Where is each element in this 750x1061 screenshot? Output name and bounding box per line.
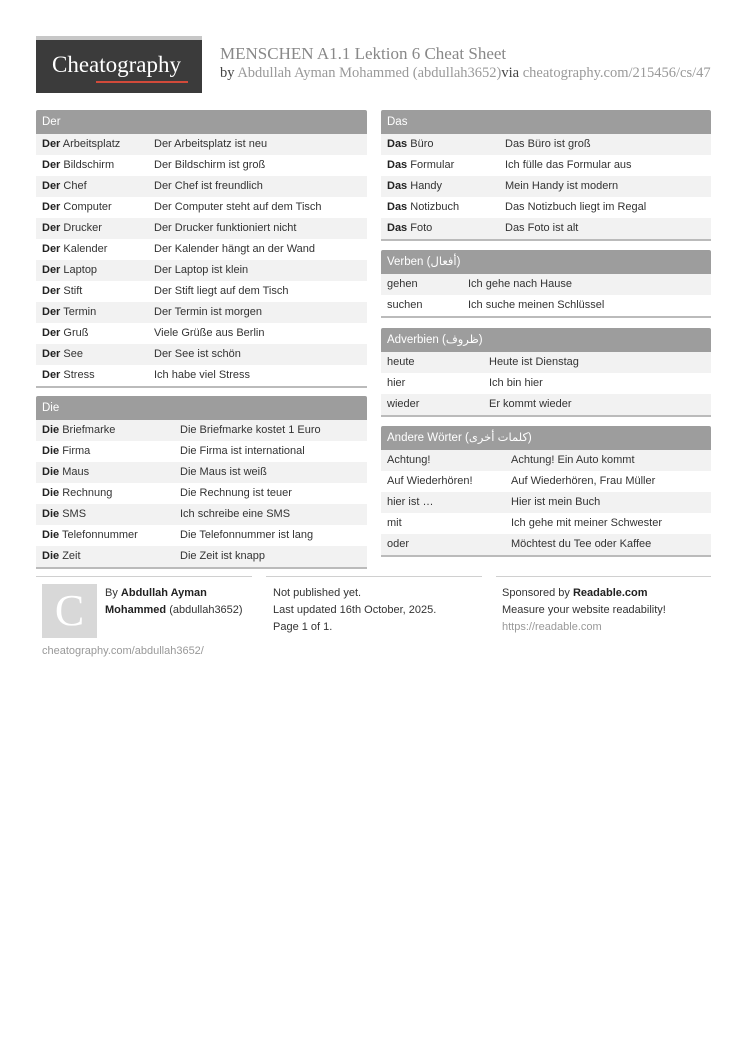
section-verben (381, 250, 711, 318)
article: Das (387, 201, 408, 213)
example-sentence: Ich habe viel Stress (154, 369, 250, 381)
noun: SMS (62, 508, 87, 520)
section-der-title: Der (36, 110, 367, 134)
table-row (36, 197, 367, 218)
article: Der (42, 180, 61, 192)
term-cell (381, 176, 505, 197)
term-cell (381, 218, 505, 239)
author-avatar[interactable] (42, 584, 97, 638)
footer-publish-info (273, 585, 483, 636)
table-row (381, 492, 711, 513)
article: Die (42, 445, 60, 457)
example-sentence: Der See ist schön (154, 348, 241, 360)
example-sentence: Hier ist mein Buch (511, 496, 601, 508)
author-link[interactable]: Abdullah Ayman Mohammed (abdullah3652) (237, 65, 502, 81)
noun: Notizbuch (410, 201, 460, 213)
noun: Laptop (63, 264, 98, 276)
table-row (36, 155, 367, 176)
table-row (381, 534, 711, 555)
article: Der (42, 138, 61, 150)
noun: Rechnung (62, 487, 113, 499)
term-cell (381, 134, 505, 155)
footer-divider-3 (496, 576, 711, 577)
section-der (36, 110, 367, 388)
table-row (36, 462, 367, 483)
last-updated: Last updated 16th October, 2025. (273, 604, 437, 616)
article: Die (42, 424, 60, 436)
section-andere-woerter-title: Andere Wörter (كلمات أخرى) (381, 426, 711, 450)
article: Das (387, 180, 408, 192)
noun: Foto (410, 222, 433, 234)
table-row (381, 373, 711, 394)
table-row (36, 365, 367, 386)
table-row (381, 471, 711, 492)
logo-text: Cheatography (52, 52, 182, 77)
table-row (36, 483, 367, 504)
article: Die (42, 529, 60, 541)
footer-author-name-1[interactable]: Abdullah Ayman (120, 587, 207, 599)
term-cell: hier ist … (387, 496, 434, 508)
noun: Firma (62, 445, 91, 457)
example-sentence: Die Telefonnummer ist lang (180, 529, 314, 541)
example-sentence: Der Laptop ist klein (154, 264, 249, 276)
footer-divider-1 (36, 576, 252, 577)
example-sentence: Der Chef ist freundlich (154, 180, 263, 192)
example-sentence: Die Firma ist international (180, 445, 305, 457)
section-verben-title: Verben (أفعال) (381, 250, 711, 274)
article: Der (42, 348, 61, 360)
term-cell (36, 525, 180, 546)
example-sentence: Der Bildschirm ist groß (154, 159, 266, 171)
article: Das (387, 159, 408, 171)
table-row (36, 281, 367, 302)
example-sentence: Viele Grüße aus Berlin (154, 327, 265, 339)
section-das (381, 110, 711, 241)
sponsor-link[interactable]: Readable.com (572, 587, 648, 599)
section-adverbien-rows (381, 352, 711, 415)
section-andere-woerter-rows (381, 450, 711, 555)
noun: Arbeitsplatz (62, 138, 121, 150)
term-cell (36, 134, 154, 155)
example-sentence: Heute ist Dienstag (489, 356, 579, 368)
term-cell (36, 281, 154, 302)
example-sentence: Achtung! Ein Auto kommt (511, 454, 635, 466)
noun: Termin (63, 306, 97, 318)
article: Der (42, 285, 61, 297)
term-cell (36, 260, 154, 281)
table-row (381, 274, 711, 295)
section-verben-rows (381, 274, 711, 316)
article: Der (42, 306, 61, 318)
term-cell: wieder (387, 398, 420, 410)
term-cell (36, 441, 180, 462)
article: Die (42, 466, 60, 478)
table-row (381, 450, 711, 471)
article: Der (42, 264, 61, 276)
sponsor-tagline: Measure your website readability! (502, 604, 666, 616)
section-die (36, 396, 367, 569)
noun: Kalender (63, 243, 108, 255)
table-row (381, 394, 711, 415)
example-sentence: Ich fülle das Formular aus (505, 159, 632, 171)
example-sentence: Ich gehe mit meiner Schwester (511, 517, 663, 529)
by-prefix: by (220, 65, 235, 81)
avatar-letter: C (54, 586, 85, 635)
article: Das (387, 138, 408, 150)
example-sentence: Ich bin hier (489, 377, 543, 389)
profile-url-link[interactable]: cheatography.com/abdullah3652/ (42, 645, 204, 657)
term-cell: Auf Wiederhören! (387, 475, 473, 487)
table-row (381, 155, 711, 176)
table-row (36, 504, 367, 525)
article: Der (42, 159, 61, 171)
example-sentence: Möchtest du Tee oder Kaffee (511, 538, 652, 550)
table-row (36, 546, 367, 567)
via-label: via (501, 65, 520, 81)
example-sentence: Die Zeit ist knapp (180, 550, 265, 562)
example-sentence: Das Foto ist alt (505, 222, 579, 234)
example-sentence: Der Stift liegt auf dem Tisch (154, 285, 289, 297)
page-count: Page 1 of 1. (273, 621, 333, 633)
article: Der (42, 327, 61, 339)
term-cell: Achtung! (387, 454, 431, 466)
byline (220, 65, 714, 82)
table-row (36, 176, 367, 197)
section-die-rows (36, 420, 367, 567)
table-row (36, 239, 367, 260)
term-cell (36, 323, 154, 344)
article: Die (42, 508, 60, 520)
example-sentence: Der Kalender hängt an der Wand (154, 243, 316, 255)
table-row (36, 302, 367, 323)
term-cell (36, 504, 180, 525)
term-cell (36, 302, 154, 323)
noun: Stress (63, 369, 95, 381)
example-sentence: Der Termin ist morgen (154, 306, 262, 318)
article: Der (42, 222, 61, 234)
noun: Maus (62, 466, 90, 478)
cheatography-logo[interactable] (36, 36, 202, 93)
noun: Formular (410, 159, 455, 171)
example-sentence: Ich gehe nach Hause (468, 278, 572, 290)
noun: See (63, 348, 83, 360)
example-sentence: Das Notizbuch liegt im Regal (505, 201, 647, 213)
section-das-rows (381, 134, 711, 239)
term-cell (381, 155, 505, 176)
example-sentence: Ich suche meinen Schlüssel (468, 299, 605, 311)
example-sentence: Die Rechnung ist teuer (180, 487, 292, 499)
noun: Bildschirm (63, 159, 115, 171)
example-sentence: Der Computer steht auf dem Tisch (154, 201, 322, 213)
term-cell: hier (387, 377, 406, 389)
term-cell: heute (387, 356, 415, 368)
noun: Gruß (63, 327, 89, 339)
example-sentence: Auf Wiederhören, Frau Müller (511, 475, 656, 487)
article: Die (42, 487, 60, 499)
term-cell (36, 420, 180, 441)
footer-author-handle[interactable]: (abdullah3652) (169, 604, 243, 616)
example-sentence: Er kommt wieder (489, 398, 572, 410)
logo-underline (96, 81, 188, 83)
section-adverbien-title: Adverbien (ظروف) (381, 328, 711, 352)
table-row (36, 420, 367, 441)
noun: Briefmarke (62, 424, 116, 436)
term-cell (36, 176, 154, 197)
term-cell (36, 365, 154, 386)
term-cell (36, 483, 180, 504)
table-row (36, 134, 367, 155)
example-sentence: Der Drucker funktioniert nicht (154, 222, 297, 234)
section-andere-woerter (381, 426, 711, 557)
table-row (381, 176, 711, 197)
term-cell (36, 344, 154, 365)
article: Der (42, 369, 61, 381)
example-sentence: Das Büro ist groß (505, 138, 591, 150)
footer-author-name-2[interactable]: Mohammed (105, 604, 167, 616)
noun: Chef (63, 180, 87, 192)
table-row (381, 197, 711, 218)
term-cell (36, 218, 154, 239)
noun: Computer (63, 201, 112, 213)
example-sentence: Die Maus ist weiß (180, 466, 267, 478)
table-row (381, 513, 711, 534)
article: Der (42, 201, 61, 213)
table-row (36, 441, 367, 462)
example-sentence: Ich schreibe eine SMS (180, 508, 291, 520)
term-cell (381, 197, 505, 218)
published-status: Not published yet. (273, 587, 362, 599)
footer-author (105, 585, 255, 619)
section-die-title: Die (36, 396, 367, 420)
sponsored-prefix: Sponsored by (502, 587, 570, 599)
term-cell: mit (387, 517, 402, 529)
section-adverbien (381, 328, 711, 417)
example-sentence: Der Arbeitsplatz ist neu (154, 138, 268, 150)
table-row (381, 352, 711, 373)
term-cell (36, 155, 154, 176)
noun: Stift (63, 285, 83, 297)
footer-divider-2 (266, 576, 482, 577)
table-row (381, 218, 711, 239)
noun: Büro (410, 138, 434, 150)
table-row (381, 295, 711, 316)
example-sentence: Mein Handy ist modern (505, 180, 619, 192)
example-sentence: Die Briefmarke kostet 1 Euro (180, 424, 321, 436)
noun: Handy (410, 180, 443, 192)
term-cell (36, 239, 154, 260)
article: Die (42, 550, 60, 562)
table-row (36, 260, 367, 281)
sponsor-url-link[interactable]: https://readable.com (502, 621, 602, 633)
section-der-rows (36, 134, 367, 386)
table-row (36, 344, 367, 365)
table-row (36, 218, 367, 239)
footer-by-prefix: By (105, 587, 118, 599)
page-title: MENSCHEN A1.1 Lektion 6 Cheat Sheet (220, 44, 507, 63)
term-cell: suchen (387, 299, 423, 311)
term-cell (36, 197, 154, 218)
noun: Telefonnummer (61, 529, 138, 541)
article: Das (387, 222, 408, 234)
term-cell: gehen (387, 278, 418, 290)
term-cell (36, 546, 180, 567)
table-row (36, 525, 367, 546)
footer-sponsor (502, 585, 712, 636)
table-row (36, 323, 367, 344)
article: Der (42, 243, 61, 255)
sheet-url-link[interactable]: cheatography.com/215456/cs/47 (522, 65, 711, 81)
term-cell (36, 462, 180, 483)
term-cell: oder (387, 538, 410, 550)
noun: Drucker (63, 222, 102, 234)
noun: Zeit (62, 550, 81, 562)
table-row (381, 134, 711, 155)
section-das-title: Das (381, 110, 711, 134)
